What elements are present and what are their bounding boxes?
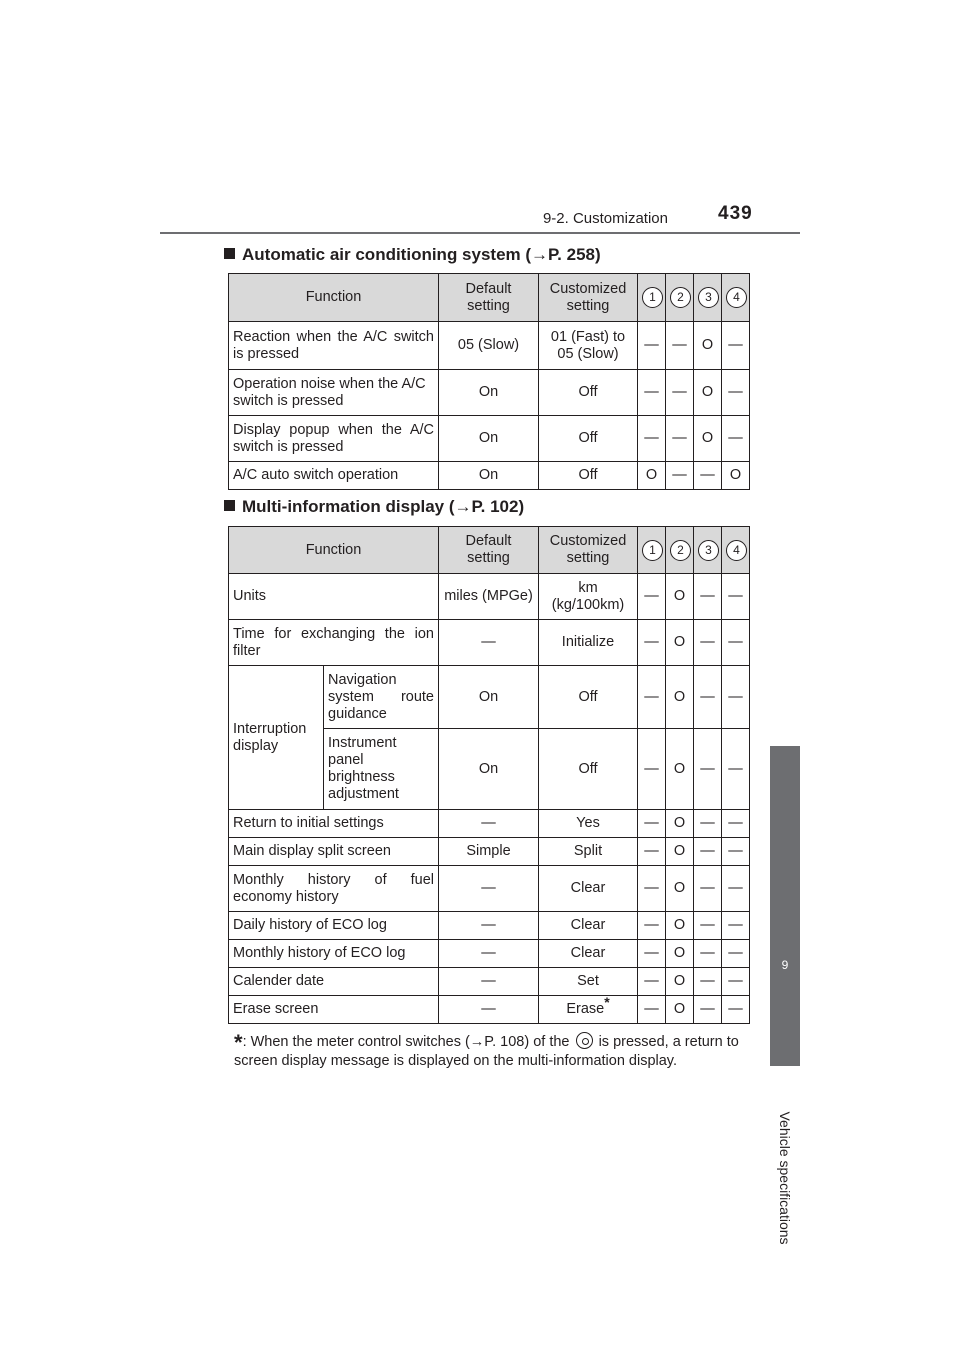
mark-cell: —: [722, 912, 750, 940]
table-row: [229, 322, 750, 370]
square-bullet-icon: [224, 500, 235, 511]
function-cell: Return to initial settings: [229, 810, 439, 838]
default-cell: Simple: [439, 838, 539, 866]
mark-cell: O: [666, 729, 694, 810]
mark-cell: O: [694, 322, 722, 370]
footnote-text-after: is pressed, a return to screen display message is displayed on the multi-information display.: [234, 1034, 739, 1069]
mark-cell: —: [694, 462, 722, 490]
col-header-3: [694, 527, 722, 574]
default-cell: —: [439, 968, 539, 996]
chapter-number: 9: [781, 958, 789, 972]
default-cell: —: [439, 940, 539, 968]
mark-cell: O: [694, 370, 722, 416]
function-cell: Time for exchanging the ion filter: [229, 620, 439, 666]
ac-section-heading: [224, 245, 601, 265]
mark-cell: —: [722, 940, 750, 968]
mark-cell: —: [694, 912, 722, 940]
function-cell: Main display split screen: [229, 838, 439, 866]
function-cell: Units: [229, 574, 439, 620]
table-row: [229, 968, 750, 996]
mark-cell: —: [638, 416, 666, 462]
footnote-star: *: [234, 1030, 243, 1055]
col-header-2: [666, 527, 694, 574]
mark-cell: —: [694, 810, 722, 838]
custom-cell: Initialize: [539, 620, 638, 666]
custom-cell: Split: [539, 838, 638, 866]
custom-cell: Clear: [539, 940, 638, 968]
function-cell: Monthly history of fuel economy history: [229, 866, 439, 912]
footnote-marker: *: [604, 994, 610, 1011]
table-row: [229, 370, 750, 416]
default-cell: —: [439, 996, 539, 1024]
mark-cell: O: [666, 838, 694, 866]
footnote: [234, 1032, 749, 1071]
mark-cell: —: [638, 666, 666, 729]
circled-number-1-icon: 1: [642, 287, 663, 308]
mark-cell: —: [638, 370, 666, 416]
circled-number-2-icon: 2: [670, 540, 691, 561]
function-cell: Display popup when the A/C switch is pressed: [229, 416, 439, 462]
sub-function-cell: Instrument panel brightness adjustment: [324, 729, 439, 810]
mark-cell: —: [638, 838, 666, 866]
mark-cell: O: [666, 996, 694, 1024]
circled-number-3-icon: 3: [698, 540, 719, 561]
table-row: [229, 996, 750, 1024]
mid-section-title: Multi-information display (→P. 102): [242, 497, 525, 516]
function-cell: Erase screen: [229, 996, 439, 1024]
table-row: [229, 838, 750, 866]
table-row: [229, 666, 750, 729]
ac-section-title: Automatic air conditioning system (→P. 258): [242, 245, 601, 264]
mark-cell: —: [666, 322, 694, 370]
col-header-default: Default setting: [439, 274, 539, 322]
section-label: 9-2. Customization: [542, 210, 668, 227]
mark-cell: —: [638, 620, 666, 666]
mark-cell: —: [722, 666, 750, 729]
circled-number-1-icon: 1: [642, 540, 663, 561]
mark-cell: O: [666, 940, 694, 968]
custom-cell: [539, 996, 638, 1024]
circled-number-4-icon: 4: [726, 540, 747, 561]
table-row: [229, 940, 750, 968]
mark-cell: —: [694, 838, 722, 866]
custom-cell: Yes: [539, 810, 638, 838]
custom-cell: Off: [539, 729, 638, 810]
meter-switch-icon: [576, 1032, 593, 1049]
function-cell: A/C auto switch operation: [229, 462, 439, 490]
default-cell: miles (MPGe): [439, 574, 539, 620]
custom-cell: Set: [539, 968, 638, 996]
col-header-function: Function: [229, 527, 439, 574]
col-header-1: [638, 274, 666, 322]
page-header: [0, 0, 960, 240]
col-header-customized: Customized setting: [539, 274, 638, 322]
mark-cell: O: [666, 620, 694, 666]
mark-cell: —: [722, 996, 750, 1024]
col-header-customized: Customized setting: [539, 527, 638, 574]
default-cell: —: [439, 810, 539, 838]
table-header-row: [229, 274, 750, 322]
function-cell: Calender date: [229, 968, 439, 996]
default-cell: —: [439, 620, 539, 666]
chapter-tab: [770, 746, 800, 1066]
function-cell: Operation noise when the A/C switch is pressed: [229, 370, 439, 416]
circled-number-2-icon: 2: [670, 287, 691, 308]
col-header-1: [638, 527, 666, 574]
custom-cell: 01 (Fast) to 05 (Slow): [539, 322, 638, 370]
sub-function-cell: Navigation system route guidance: [324, 666, 439, 729]
mark-cell: —: [638, 866, 666, 912]
default-cell: 05 (Slow): [439, 322, 539, 370]
ac-settings-table: [228, 273, 750, 490]
table-header-row: [229, 527, 750, 574]
mark-cell: —: [722, 322, 750, 370]
mark-cell: —: [694, 574, 722, 620]
mark-cell: O: [666, 866, 694, 912]
mark-cell: —: [694, 940, 722, 968]
erase-label: Erase: [566, 1001, 605, 1017]
mark-cell: —: [666, 416, 694, 462]
function-cell: Daily history of ECO log: [229, 912, 439, 940]
mark-cell: —: [666, 462, 694, 490]
mark-cell: —: [722, 810, 750, 838]
mark-cell: —: [694, 996, 722, 1024]
mark-cell: —: [638, 912, 666, 940]
mark-cell: —: [722, 370, 750, 416]
custom-cell: Off: [539, 370, 638, 416]
mark-cell: —: [722, 838, 750, 866]
custom-cell: Off: [539, 666, 638, 729]
default-cell: On: [439, 666, 539, 729]
mark-cell: —: [694, 866, 722, 912]
mark-cell: O: [666, 810, 694, 838]
default-cell: —: [439, 912, 539, 940]
square-bullet-icon: [224, 248, 235, 259]
default-cell: On: [439, 729, 539, 810]
col-header-function: Function: [229, 274, 439, 322]
custom-cell: Clear: [539, 866, 638, 912]
table-row: [229, 810, 750, 838]
mid-settings-table: [228, 526, 750, 1024]
function-cell: Monthly history of ECO log: [229, 940, 439, 968]
default-cell: —: [439, 866, 539, 912]
col-header-2: [666, 274, 694, 322]
mark-cell: —: [694, 968, 722, 996]
mark-cell: —: [694, 620, 722, 666]
chapter-title: Vehicle specifications: [777, 1111, 793, 1245]
mark-cell: —: [638, 729, 666, 810]
mark-cell: O: [694, 416, 722, 462]
table-row: [229, 866, 750, 912]
function-cell: Reaction when the A/C switch is pressed: [229, 322, 439, 370]
mark-cell: —: [638, 322, 666, 370]
mark-cell: —: [694, 666, 722, 729]
col-header-4: [722, 527, 750, 574]
table-row: [229, 462, 750, 490]
mark-cell: —: [666, 370, 694, 416]
mark-cell: O: [638, 462, 666, 490]
table-row: [229, 912, 750, 940]
mark-cell: —: [638, 810, 666, 838]
col-header-4: [722, 274, 750, 322]
mark-cell: O: [666, 968, 694, 996]
default-cell: On: [439, 462, 539, 490]
custom-cell: Off: [539, 462, 638, 490]
mid-section-heading: [224, 497, 524, 517]
custom-cell: Clear: [539, 912, 638, 940]
default-cell: On: [439, 370, 539, 416]
col-header-default: Default setting: [439, 527, 539, 574]
interruption-display-cell: Interruption display: [229, 666, 324, 810]
page-number: 439: [718, 203, 753, 224]
mark-cell: —: [694, 729, 722, 810]
footnote-text-before: : When the meter control switches (→P. 108) of the: [242, 1034, 570, 1050]
mark-cell: —: [722, 968, 750, 996]
mark-cell: —: [638, 574, 666, 620]
mark-cell: —: [638, 968, 666, 996]
table-row: [229, 620, 750, 666]
mark-cell: —: [722, 866, 750, 912]
mark-cell: —: [638, 940, 666, 968]
mark-cell: —: [722, 729, 750, 810]
mark-cell: —: [722, 620, 750, 666]
circled-number-3-icon: 3: [698, 287, 719, 308]
mark-cell: O: [722, 462, 750, 490]
mark-cell: —: [722, 574, 750, 620]
mark-cell: —: [722, 416, 750, 462]
circled-number-4-icon: 4: [726, 287, 747, 308]
mark-cell: O: [666, 666, 694, 729]
chapter-title-vertical: [769, 1073, 801, 1283]
custom-cell: km (kg/100km): [539, 574, 638, 620]
mark-cell: O: [666, 912, 694, 940]
table-row: [229, 416, 750, 462]
header-rule: [160, 232, 800, 234]
custom-cell: Off: [539, 416, 638, 462]
table-row: [229, 574, 750, 620]
col-header-3: [694, 274, 722, 322]
mark-cell: —: [638, 996, 666, 1024]
mark-cell: O: [666, 574, 694, 620]
default-cell: On: [439, 416, 539, 462]
